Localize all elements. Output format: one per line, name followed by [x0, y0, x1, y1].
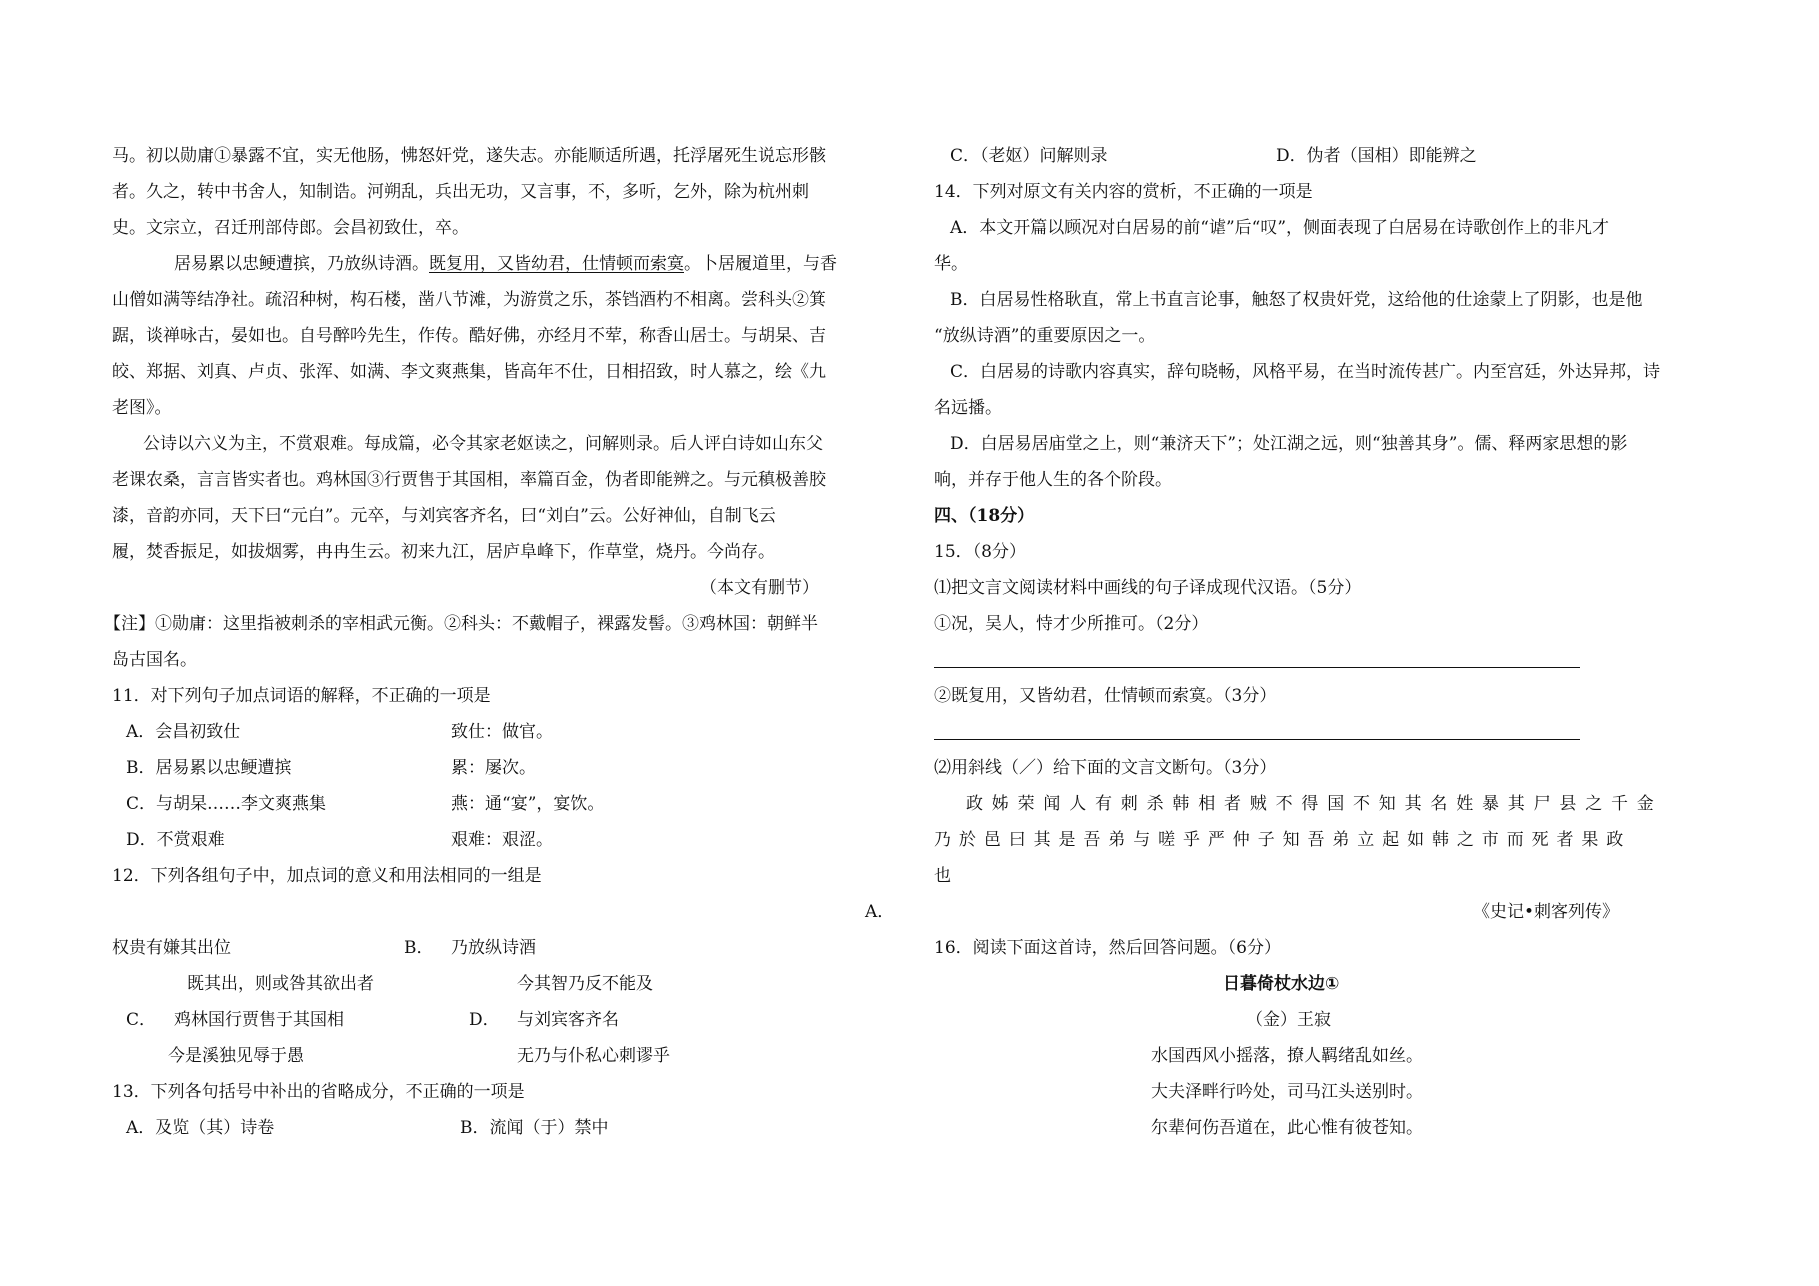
passage-line: 皎、郑据、刘真、卢贞、张浑、如满、李文爽燕集，皆高年不仕，日相招致，时人慕之，绘《九 — [112, 362, 826, 382]
question-11-stem: 11．对下列句子加点词语的解释，不正确的一项是 — [112, 686, 491, 706]
q13-option-b: B．流闻（于）禁中 — [460, 1118, 609, 1138]
section-heading: 四、（18分） — [934, 506, 1035, 526]
annotation-line: 岛古国名。 — [112, 650, 197, 670]
q14-option-line: A．本文开篇以顾况对白居易的前“谑”后“叹”，侧面表现了白居易在诗歌创作上的非凡才 — [950, 218, 1610, 238]
passage-line: 马。初以勋庸①暴露不宜，实无他肠，怫怒奸党，遂失志。亦能顺适所遇，托浮屠死生说忘形骸 — [112, 146, 826, 166]
poem-line: 尔辈何伤吾道在，此心惟有彼苍知。 — [1151, 1118, 1423, 1138]
answer-line[interactable] — [934, 667, 1580, 668]
passage-source: 《史记•刺客列传》 — [1473, 902, 1620, 922]
question-16-stem: 16．阅读下面这首诗，然后回答问题。（6分） — [934, 938, 1281, 958]
q12-option-c-sentence-1: 鸡林国行贾售于其国相 — [174, 1010, 344, 1030]
q12-option-b-label: B． — [404, 938, 434, 958]
q13-option-c: C．（老妪）问解则录 — [950, 146, 1108, 166]
question-14-stem: 14．下列对原文有关内容的赏析，不正确的一项是 — [934, 182, 1313, 202]
q11-option-a-explanation: 致仕：做官。 — [451, 722, 553, 742]
punctuation-passage-line: 乃於邑曰其是吾弟与嗟乎严仲子知吾弟立起如韩之市而死者果政 — [934, 830, 1632, 850]
q11-option-d-explanation: 艰难：艰涩。 — [451, 830, 553, 850]
punctuation-passage-line: 也 — [934, 866, 951, 886]
poem-line: 水国西风小摇落，撩人羁绪乱如丝。 — [1151, 1046, 1423, 1066]
q12-option-a-label: A． — [865, 902, 895, 922]
q11-option-b-explanation: 累：屡次。 — [451, 758, 536, 778]
poem-author: （金）王寂 — [1246, 1010, 1331, 1030]
passage-line: 公诗以六义为主，不赏艰难。每成篇，必令其家老妪读之，问解则录。后人评白诗如山东父 — [143, 434, 823, 454]
q11-option-a: A．会昌初致仕 — [126, 722, 241, 742]
q14-option-line: 名远播。 — [934, 398, 1002, 418]
passage-text: 。卜居履道里，与香 — [684, 254, 837, 274]
passage-line: 史。文宗立，召迁刑部侍郎。会昌初致仕，卒。 — [112, 218, 469, 238]
passage-text: 居易累以忠鲠遭摈，乃放纵诗酒。 — [174, 254, 429, 274]
q11-option-c: C．与胡杲……李文爽燕集 — [126, 794, 327, 814]
q13-option-a: A．及览（其）诗卷 — [126, 1118, 275, 1138]
q15-sentence-2: ②既复用，又皆幼君，仕情顿而索寞。（3分） — [934, 686, 1277, 706]
q12-option-b-sentence-2: 今其智乃反不能及 — [517, 974, 653, 994]
q12-option-d-label: D． — [469, 1010, 500, 1030]
passage-line: 漆，音韵亦同，天下曰“元白”。元卒，与刘宾客齐名，曰“刘白”云。公好神仙，自制飞云 — [112, 506, 776, 526]
q12-option-c-label: C． — [126, 1010, 157, 1030]
q15-part-1-instruction: ⑴把文言文阅读材料中画线的句子译成现代汉语。（5分） — [934, 578, 1362, 598]
question-12-stem: 12．下列各组句子中，加点词的意义和用法相同的一组是 — [112, 866, 542, 886]
passage-line: 者。久之，转中书舍人，知制诰。河朔乱，兵出无功，又言事，不，多听，乞外，除为杭州刺 — [112, 182, 809, 202]
question-13-stem: 13．下列各句括号中补出的省略成分，不正确的一项是 — [112, 1082, 525, 1102]
q12-option-a-sentence-2: 既其出，则或咎其欲出者 — [187, 974, 374, 994]
q12-option-b-sentence-1: 乃放纵诗酒 — [451, 938, 536, 958]
passage-line: 履，焚香振足，如拔烟雾，冉冉生云。初来九江，居庐阜峰下，作草堂，烧丹。今尚存。 — [112, 542, 775, 562]
q14-option-line: “放纵诗酒”的重要原因之一。 — [934, 326, 1156, 346]
q12-option-d-sentence-1: 与刘宾客齐名 — [517, 1010, 619, 1030]
q11-option-b: B．居易累以忠鲠遭摈 — [126, 758, 292, 778]
q14-option-line: 响，并存于他人生的各个阶段。 — [934, 470, 1172, 490]
q12-option-d-sentence-2: 无乃与仆私心刺谬乎 — [517, 1046, 670, 1066]
q14-option-line: 华。 — [934, 254, 968, 274]
passage-line-with-underline — [174, 253, 837, 275]
annotation-line: 【注】①勋庸：这里指被刺杀的宰相武元衡。②科头：不戴帽子，裸露发髻。③鸡林国：朝鲜半 — [104, 614, 818, 634]
source-note: （本文有删节） — [700, 578, 819, 598]
passage-line: 老课农桑，言言皆实者也。鸡林国③行贾售于其国相，率篇百金，伪者即能辨之。与元稹极善胶 — [112, 470, 826, 490]
passage-line: 老图》。 — [112, 398, 172, 418]
right-column — [910, 0, 1819, 1286]
passage-line: 山僧如满等结净社。疏沼种树，构石楼，凿八节滩，为游赏之乐，茶铛酒杓不相离。尝科头②箕 — [112, 290, 826, 310]
q11-option-c-explanation: 燕：通“宴”，宴饮。 — [451, 794, 605, 814]
q15-part-2-instruction: ⑵用斜线（／）给下面的文言文断句。（3分） — [934, 758, 1277, 778]
underlined-sentence: 既复用，又皆幼君，仕情顿而索寞 — [429, 254, 684, 274]
q12-option-c-sentence-2: 今是溪独见辱于愚 — [168, 1046, 304, 1066]
q13-option-d: D．伪者（国相）即能辨之 — [1276, 146, 1477, 166]
answer-line[interactable] — [934, 739, 1580, 740]
passage-line: 踞，谈禅咏古，晏如也。自号醉吟先生，作传。酷好佛，亦经月不荤，称香山居士。与胡杲、吉 — [112, 326, 826, 346]
q14-option-line: C．白居易的诗歌内容真实，辞句晓畅，风格平易，在当时流传甚广。内至宫廷，外达异邦，诗 — [950, 362, 1661, 382]
poem-line: 大夫泽畔行吟处，司马江头送别时。 — [1151, 1082, 1423, 1102]
punctuation-passage-line: 政姊荣闻人有刺杀韩相者贼不得国不知其名姓暴其尸县之千金 — [966, 794, 1663, 814]
q14-option-line: D．白居易居庙堂之上，则“兼济天下”；处江湖之远，则“独善其身”。儒、释两家思想的影 — [950, 434, 1628, 454]
q11-option-d: D．不赏艰难 — [126, 830, 225, 850]
q15-sentence-1: ①况，吴人，恃才少所推可。（2分） — [934, 614, 1209, 634]
q12-option-a-sentence-1: 权贵有嫌其出位 — [112, 938, 231, 958]
poem-title: 日暮倚杖水边① — [1223, 974, 1340, 994]
q14-option-line: B．白居易性格耿直，常上书直言论事，触怒了权贵奸党，这给他的仕途蒙上了阴影，也是他 — [950, 290, 1643, 310]
question-15-stem: 15．（8分） — [934, 542, 1026, 562]
